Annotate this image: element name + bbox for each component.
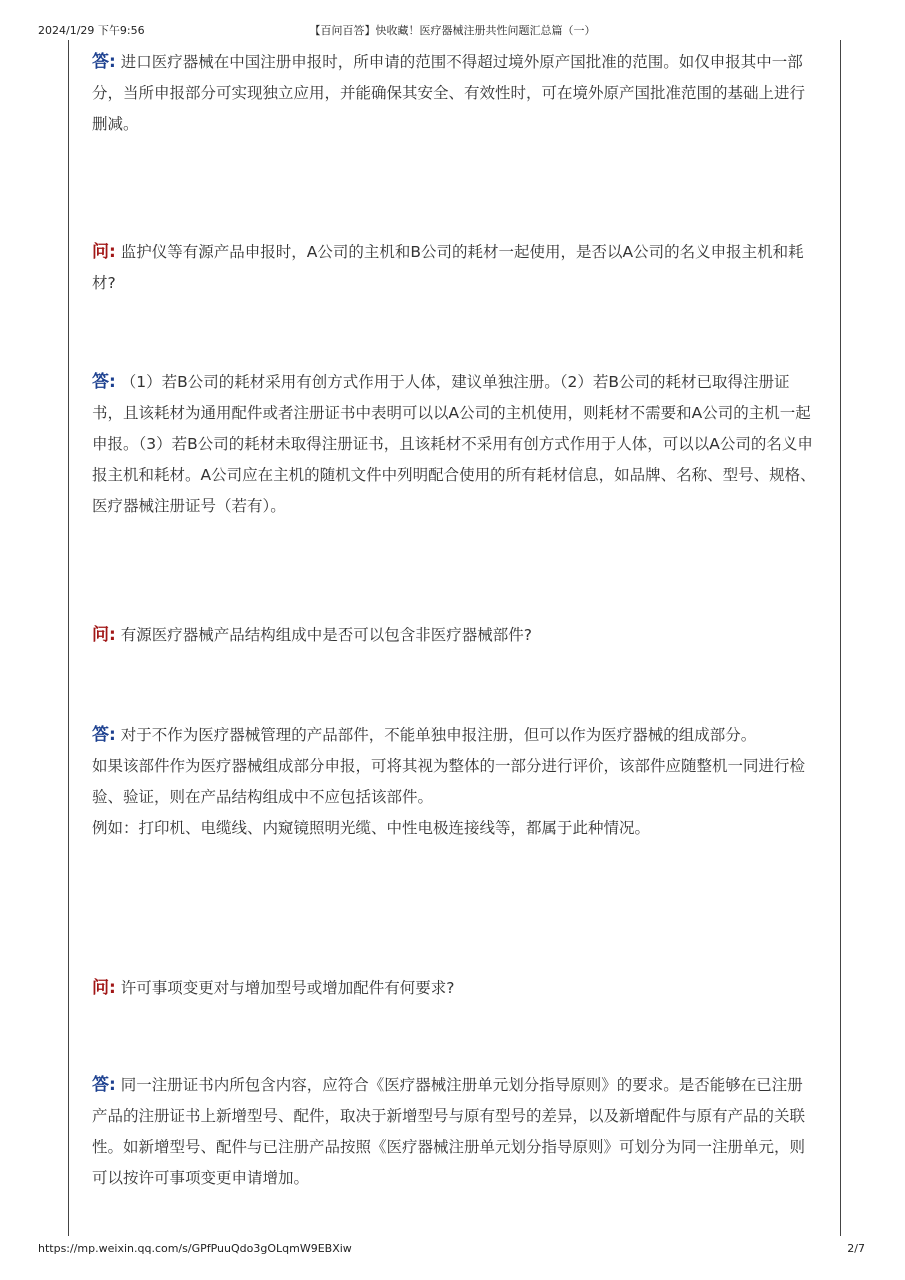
answer-paragraph: 如果该部件作为医疗器械组成部分申报，可将其视为整体的一部分进行评价，该部件应随整机一同进行检验、验证，则在产品结构组成中不应包括该部件。 [92, 757, 806, 806]
print-footer [0, 1242, 905, 1258]
question-tag: 问: [92, 242, 116, 262]
answer-block [92, 367, 818, 522]
article-body [68, 40, 841, 1236]
question-tag: 问: [92, 978, 116, 998]
answer-paragraph [92, 1070, 818, 1194]
answer-block [92, 1070, 818, 1194]
answer-paragraph [92, 47, 818, 140]
answer-paragraph [92, 367, 818, 522]
question-block [92, 237, 818, 299]
answer-tag: 答: [92, 1075, 116, 1095]
answer-tag: 答: [92, 372, 116, 392]
answer-text: （1）若B公司的耗材采用有创方式作用于人体，建议单独注册。（2）若B公司的耗材已取得注册证书，且该耗材为通用配件或者注册证书中表明可以以A公司的主机使用，则耗材不需要和A公司的主机一起申报。（3）若B公司的耗材未取得注册证书，且该耗材不采用有创方式作用于人体，可以以A公司的名义申报主机和耗材。A公司应在主机的随机文件中列明配合使用的所有耗材信息，如品牌、名称、型号、规格、医疗器械注册证号（若有）。 [92, 373, 816, 515]
page-url: https://mp.weixin.qq.com/s/GPfPuuQdo3gOLqmW9EBXiw [38, 1242, 352, 1255]
question-text: 许可事项变更对与增加型号或增加配件有何要求? [120, 979, 455, 997]
question-tag: 问: [92, 625, 116, 645]
question-block [92, 620, 818, 651]
question-text: 有源医疗器械产品结构组成中是否可以包含非医疗器械部件? [120, 626, 532, 644]
answer-paragraph [92, 720, 818, 751]
answer-text: 对于不作为医疗器械管理的产品部件，不能单独申报注册，但可以作为医疗器械的组成部分。 [120, 726, 757, 744]
answer-tag: 答: [92, 725, 116, 745]
question-paragraph [92, 620, 818, 651]
print-datetime: 2024/1/29 下午9:56 [38, 24, 145, 37]
question-text: 监护仪等有源产品申报时，A公司的主机和B公司的耗材一起使用，是否以A公司的名义申报主机和耗材? [92, 243, 804, 292]
question-block [92, 973, 818, 1004]
page-number: 2/7 [847, 1242, 865, 1255]
answer-block [92, 47, 818, 140]
answer-tag: 答: [92, 52, 116, 72]
print-header [0, 22, 905, 38]
answer-block [92, 720, 818, 844]
print-page-title: 【百问百答】快收藏！医疗器械注册共性问题汇总篇（一） [309, 24, 596, 37]
answer-text: 同一注册证书内所包含内容，应符合《医疗器械注册单元划分指导原则》的要求。是否能够在已注册产品的注册证书上新增型号、配件，取决于新增型号与原有型号的差异，以及新增配件与原有产品的关联性。如新增型号、配件与已注册产品按照《医疗器械注册单元划分指导原则》可划分为同一注册单元，则可以按许可事项变更申请增加。 [92, 1076, 806, 1187]
question-paragraph [92, 973, 818, 1004]
answer-paragraph: 例如：打印机、电缆线、内窥镜照明光缆、中性电极连接线等，都属于此种情况。 [92, 819, 651, 837]
answer-text: 进口医疗器械在中国注册申报时，所申请的范围不得超过境外原产国批准的范围。如仅申报其中一部分，当所申报部分可实现独立应用，并能确保其安全、有效性时，可在境外原产国批准范围的基础上进行删减。 [92, 53, 806, 133]
question-paragraph [92, 237, 818, 299]
